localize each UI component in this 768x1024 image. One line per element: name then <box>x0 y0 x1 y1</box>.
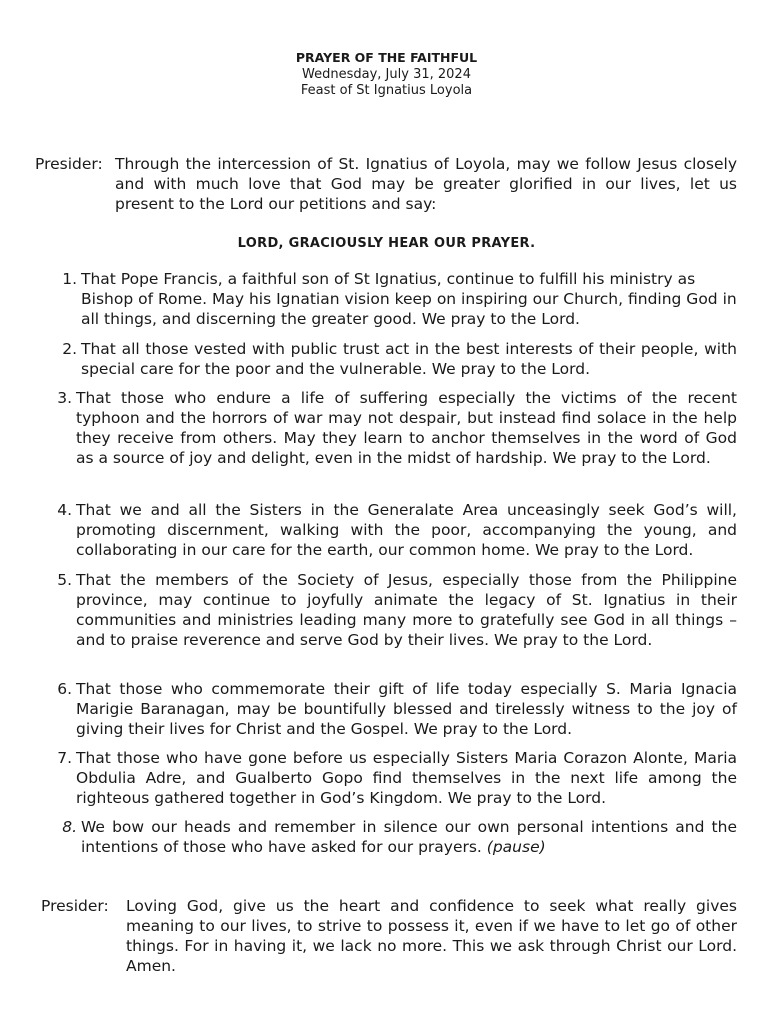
feast-name: Feast of St Ignatius Loyola <box>300 83 473 98</box>
petition-item <box>62 269 737 329</box>
petition-item <box>57 500 737 560</box>
petition-number: 3. <box>57 389 72 407</box>
petition-number: 5. <box>57 571 72 589</box>
petition-number: 2. <box>62 340 77 358</box>
petition-text <box>81 817 737 857</box>
petition-text: That the members of the Society of Jesus, especially those from the Philippine province, may continue to joyfully animate the legacy of St. Ignatius in their communities and ministries leading many more to gratefully see God in all things – and to praise reverence and serve God by their lives. We pray to the Lord. <box>76 571 737 649</box>
presider-label: Presider: <box>35 155 103 173</box>
petition-number: 7. <box>57 749 72 767</box>
document-title: PRAYER OF THE FAITHFUL <box>295 50 478 65</box>
petition-text: That those who have gone before us especially Sisters Maria Corazon Alonte, Maria Obdulia Adre, and Gualberto Gopo find themselves in the next life among the righteous gathered together in God’s Kingdom. We pray to the Lord. <box>76 749 737 807</box>
opening-text: Through the intercession of St. Ignatius of Loyola, may we follow Jesus closely and with much love that God may be greater glorified in our lives, let us present to the Lord our petitions and say: <box>115 155 737 213</box>
petition-text: That Pope Francis, a faithful son of St Ignatius, continue to fulfill his ministry as Bishop of Rome. May his Ignatian vision keep on inspiring our Church, finding God in all things, and discerning the greater good. We pray to the Lord. <box>81 270 737 328</box>
petition-item <box>62 817 737 857</box>
petition-text: That all those vested with public trust act in the best interests of their people, with special care for the poor and the vulnerable. We pray to the Lord. <box>81 340 737 378</box>
closing-prayer <box>41 896 737 976</box>
petition-text: That those who commemorate their gift of life today especially S. Maria Ignacia Marigie Baranagan, may be bountifully blessed and tirelessly witness to the joy of giving their lives for Christ and the Gospel. We pray to the Lord. <box>76 680 737 738</box>
petition-number: 1. <box>62 270 77 288</box>
document-date: Wednesday, July 31, 2024 <box>302 66 471 82</box>
opening-prayer <box>35 154 737 214</box>
presider-label: Presider: <box>41 897 109 915</box>
document-header <box>0 50 768 100</box>
petition-item <box>62 339 737 379</box>
petition-item <box>57 570 737 650</box>
pause-note: (pause) <box>486 838 546 856</box>
petition-body: We bow our heads and remember in silence our own personal intentions and the intentions of those who have asked for our prayers. <box>81 818 737 856</box>
petition-number: 6. <box>57 680 72 698</box>
response-refrain: LORD, GRACIOUSLY HEAR OUR PRAYER. <box>237 236 536 251</box>
petition-item <box>57 388 737 468</box>
petition-item <box>57 679 737 739</box>
petition-number: 4. <box>57 501 72 519</box>
petition-item <box>57 748 737 808</box>
closing-text: Loving God, give us the heart and confidence to seek what really gives meaning to our lives, to strive to possess it, even if we have to let go of other things. For in having it, we lack no more. This we ask through Christ our Lord. Amen. <box>126 897 737 975</box>
petition-number: 8. <box>62 818 77 836</box>
petition-text: That we and all the Sisters in the Generalate Area unceasingly seek God’s will, promoting discernment, walking with the poor, accompanying the young, and collaborating in our care for the earth, our common home. We pray to the Lord. <box>76 501 737 559</box>
petition-text: That those who endure a life of suffering especially the victims of the recent typhoon and the horrors of war may not despair, but instead find solace in the help they receive from others. May they learn to anchor themselves in the word of God as a source of joy and delight, even in the midst of hardship. We pray to the Lord. <box>76 389 737 467</box>
